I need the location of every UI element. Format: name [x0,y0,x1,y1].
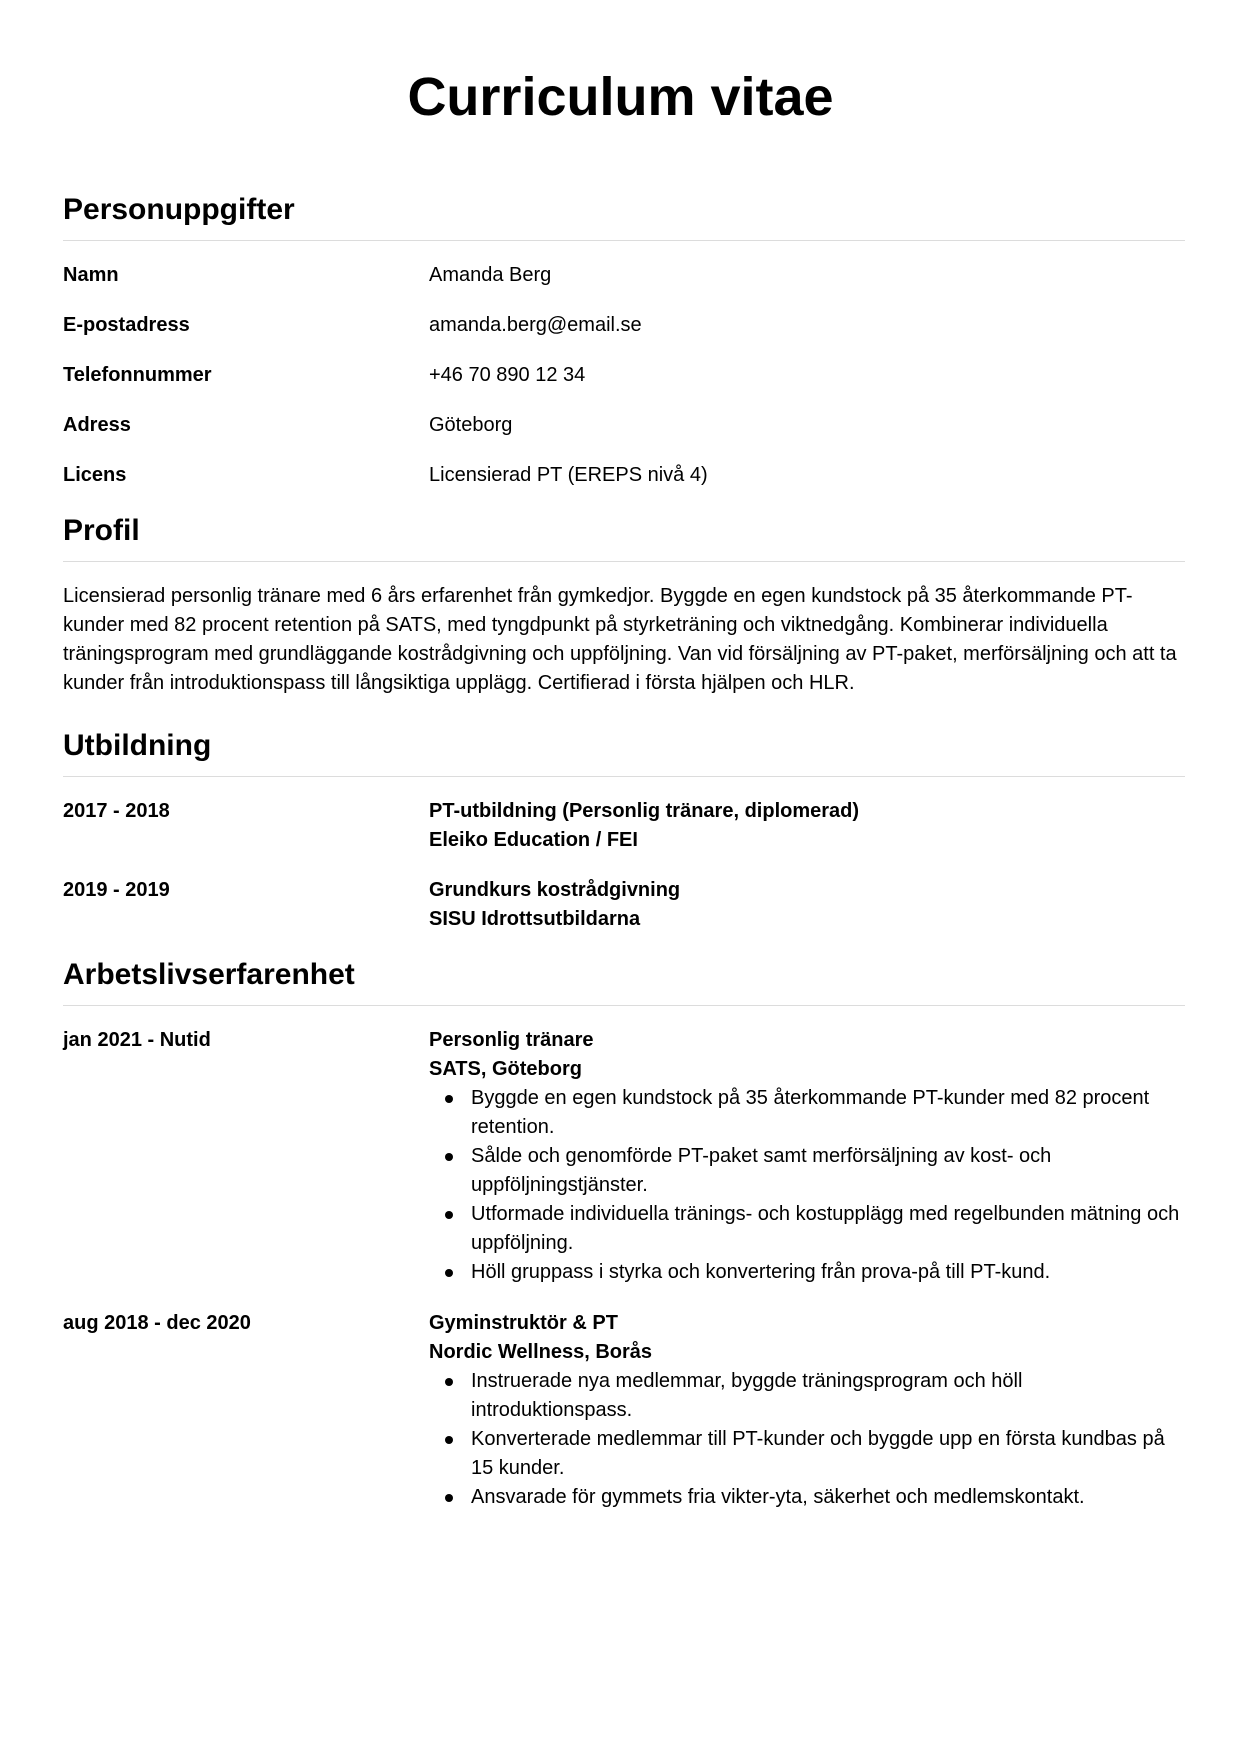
field-value: +46 70 890 12 34 [429,364,586,386]
bullet-item: Utformade individuella tränings- och kostupplägg med regelbunden mätning och uppföljning. [471,1200,1185,1258]
work-entry [63,1309,1185,1512]
section-heading-education: Utbildning [63,726,1185,777]
section-heading-personal: Personuppgifter [63,190,1185,241]
personal-row-phone [63,361,1185,389]
personal-row-email [63,311,1185,339]
entry-date: jan 2021 - Nutid [63,1029,211,1051]
entry-organization: Nordic Wellness, Borås [429,1341,653,1363]
field-label: Licens [63,464,127,486]
field-label: E-postadress [63,314,190,336]
personal-details-list [63,261,1185,489]
profile-text: Licensierad personlig tränare med 6 års erfarenhet från gymkedjor. Byggde en egen kundstock på 35 återkommande PT-kunder med 82 procent retention på SATS, med tyngdpunkt på styrketräning och viktnedgång. Kombinerar individuella träningsprogram med grundläggande kostrådgivning och uppföljning. Van vid försäljning av PT-paket, merförsäljning och att ta kunder från introduktionspass till långsiktiga upplägg. Certifierad i första hjälpen och HLR. [63,585,1177,694]
field-value: Amanda Berg [429,264,552,286]
education-entry [63,797,1185,855]
section-personal [63,190,1185,489]
field-value: amanda.berg@email.se [429,314,642,336]
field-label: Adress [63,414,131,436]
bullet-item: Konverterade medlemmar till PT-kunder och byggde upp en första kundbas på 15 kunder. [471,1425,1185,1483]
entry-organization: Eleiko Education / FEI [429,829,638,851]
work-entry [63,1026,1185,1287]
bullet-item: Sålde och genomförde PT-paket samt merförsäljning av kost- och uppföljningstjänster. [471,1142,1185,1200]
bullet-list [429,1084,1185,1287]
bullet-item: Höll gruppass i styrka och konvertering från prova-på till PT-kund. [471,1258,1185,1287]
work-list [63,1026,1185,1512]
entry-date: 2017 - 2018 [63,800,170,822]
education-list [63,797,1185,934]
entry-body [429,797,1185,855]
field-value: Göteborg [429,414,513,436]
section-work [63,955,1185,1512]
bullet-item: Instruerade nya medlemmar, byggde träningsprogram och höll introduktionspass. [471,1367,1185,1425]
personal-row-address [63,411,1185,439]
entry-date: aug 2018 - dec 2020 [63,1312,251,1334]
entry-title: Personlig tränare [429,1029,594,1051]
entry-title: PT-utbildning (Personlig tränare, diplomerad) [429,800,860,822]
document-title: Curriculum vitae [407,67,834,127]
field-label: Telefonnummer [63,364,212,386]
education-entry [63,876,1185,934]
cv-content [63,190,1185,1534]
entry-title: Gyminstruktör & PT [429,1312,618,1334]
personal-row-license [63,461,1185,489]
entry-date: 2019 - 2019 [63,879,170,901]
entry-body [429,1309,1185,1512]
section-education [63,726,1185,934]
entry-organization: SISU Idrottsutbildarna [429,908,641,930]
field-value: Licensierad PT (EREPS nivå 4) [429,464,708,486]
entry-body [429,1026,1185,1287]
personal-row-name [63,261,1185,289]
section-heading-profile: Profil [63,511,1185,562]
bullet-item: Ansvarade för gymmets fria vikter-yta, säkerhet och medlemskontakt. [471,1483,1185,1512]
field-label: Namn [63,264,119,286]
entry-body [429,876,1185,934]
section-profile [63,511,1185,698]
bullet-list [429,1367,1185,1512]
entry-organization: SATS, Göteborg [429,1058,582,1080]
section-heading-work: Arbetslivserfarenhet [63,955,1185,1006]
entry-title: Grundkurs kostrådgivning [429,879,681,901]
bullet-item: Byggde en egen kundstock på 35 återkommande PT-kunder med 82 procent retention. [471,1084,1185,1142]
